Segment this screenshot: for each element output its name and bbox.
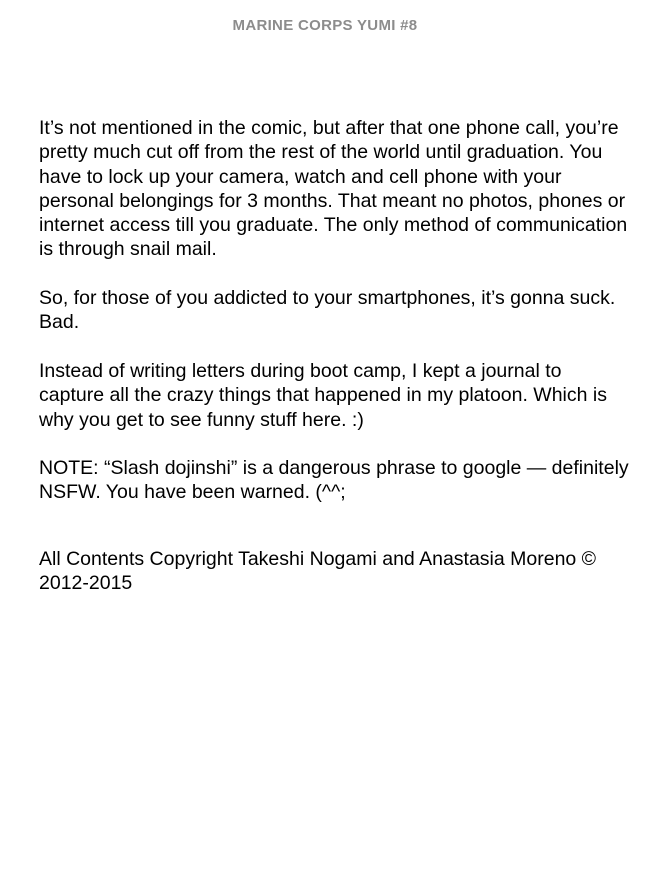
paragraph-journal: Instead of writing letters during boot camp, I kept a journal to capture all the crazy things that happened in my platoon. Which is why you get to see funny stuff here. :) — [39, 359, 607, 431]
paragraph-smartphones: So, for those of you addicted to your smartphones, it’s gonna suck. Bad. — [39, 287, 616, 334]
body-text — [39, 116, 629, 529]
page-header-title: MARINE CORPS YUMI #8 — [232, 17, 418, 34]
paragraph-note: NOTE: “Slash dojinshi” is a dangerous phrase to google — definitely NSFW. You have been warned. (^^; — [39, 457, 629, 504]
copyright-notice: All Contents Copyright Takeshi Nogami and Anastasia Moreno © 2012-2015 — [39, 548, 597, 595]
paragraph-boot-camp-isolation: It’s not mentioned in the comic, but after that one phone call, you’re pretty much cut off from the rest of the world until graduation. You have to lock up your camera, watch and cell phone with your personal belongings for 3 months. That meant no photos, phones or internet access till you graduate. The only method of communication is through snail mail. — [39, 117, 628, 261]
